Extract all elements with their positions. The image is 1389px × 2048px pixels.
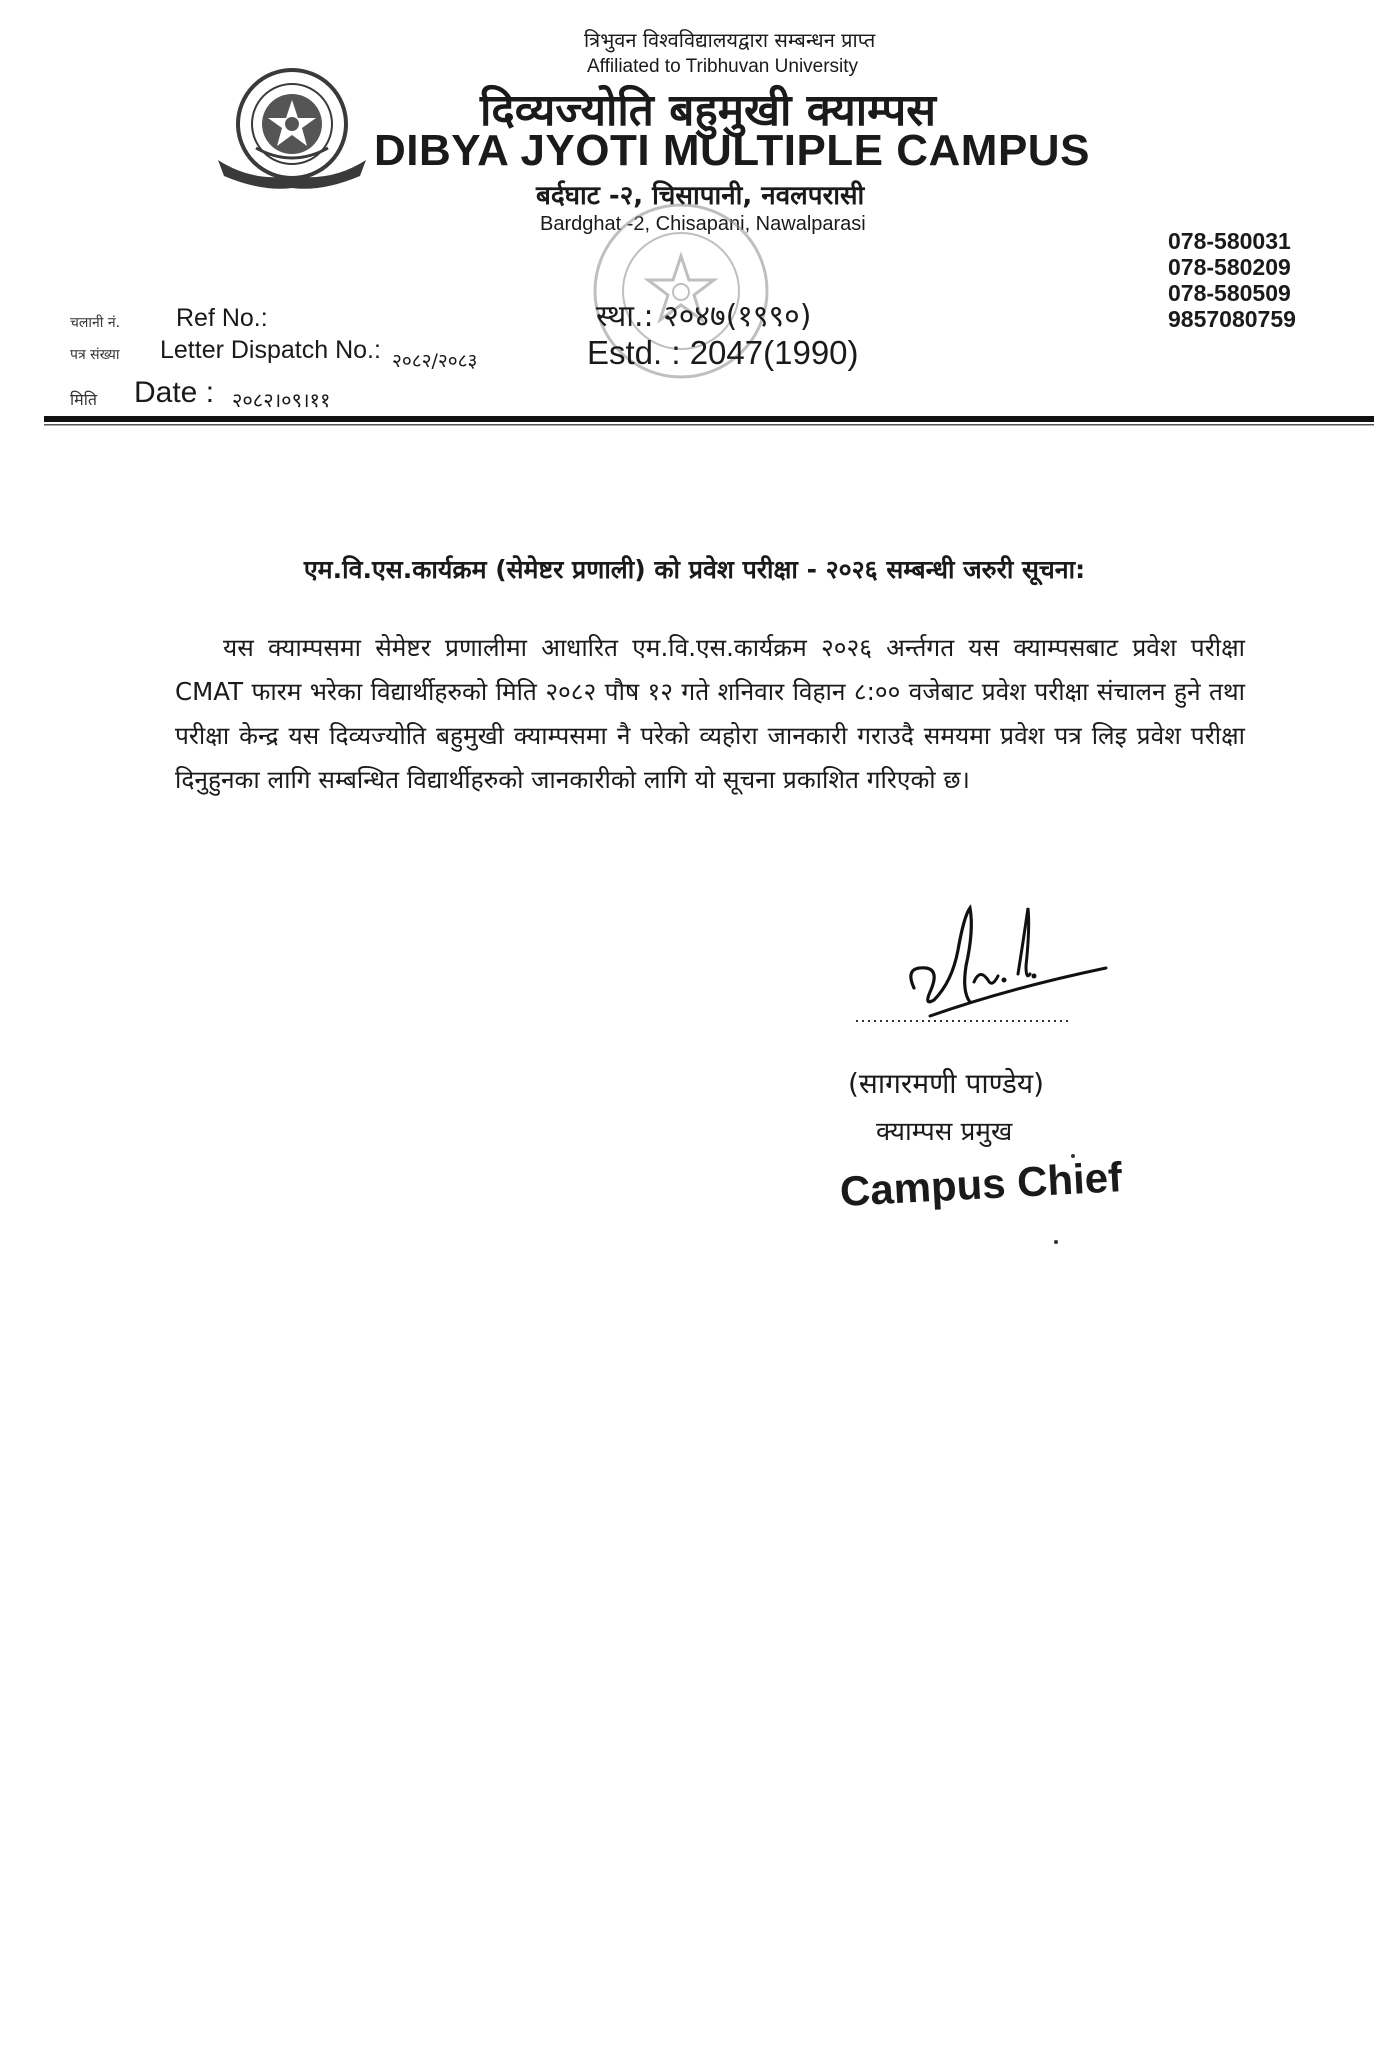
- notice-title: एम.वि.एस.कार्यक्रम (सेमेष्टर प्रणाली) को प्रवेश परीक्षा - २०२६ सम्बन्धी जरुरी सूचना:: [303, 555, 1086, 584]
- established-en: Estd. : 2047(1990): [587, 334, 859, 371]
- address-en: Bardghat -2, Chisapani, Nawalparasi: [540, 213, 866, 235]
- phone-number: 078-580209: [1168, 254, 1291, 280]
- date-label-en: Date :: [134, 376, 215, 409]
- established-np: स्था.: २०४७(१९९०): [596, 299, 812, 334]
- campus-logo: [212, 64, 372, 196]
- phone-number: 9857080759: [1168, 306, 1296, 332]
- letter-date: २०८२।०९।११: [232, 388, 331, 412]
- notice-body: यस क्याम्पसमा सेमेष्टर प्रणालीमा आधारित एम.वि.एस.कार्यक्रम २०२६ अर्न्तगत यस क्याम्पसबाट प्रवेश परीक्षा CMAT फारम भरेका विद्यार्थीहरुको मिति २०८२ पौष १२ गते शनिवार विहान ८:०० वजेबाट प्रवेश परीक्षा संचालन हुने तथा परीक्षा केन्द्र यस दिव्यज्योति बहुमुखी क्याम्पसमा नै परेको व्यहोरा जानकारी गराउदै समयमा प्रवेश पत्र लिइ प्रवेश परीक्षा दिनुहुनका लागि सम्बन्धित विद्यार्थीहरुको जानकारीको लागि यो सूचना प्रकाशित गरिएको छ।: [175, 633, 1245, 794]
- signatory-title-np: क्याम्पस प्रमुख: [876, 1117, 1013, 1147]
- stray-dot: [1054, 1240, 1058, 1244]
- affiliation-en: Affiliated to Tribhuvan University: [587, 56, 859, 77]
- campus-name-np: दिव्यज्योति बहुमुखी क्याम्पस: [480, 85, 936, 136]
- affiliation-np: त्रिभुवन विश्वविद्यालयद्वारा सम्बन्धन प्राप्त: [584, 28, 876, 52]
- date-label-np: मिति: [70, 390, 97, 409]
- dispatch-label-np: पत्र संख्या: [70, 347, 120, 363]
- phone-number: 078-580031: [1168, 228, 1291, 254]
- signature-dotted-line: [856, 1018, 1068, 1024]
- signatory-name: (सागरमणी पाण्डेय): [848, 1067, 1045, 1100]
- handwritten-signature: [900, 896, 1110, 1036]
- signatory-title-en: Campus Chief: [838, 1153, 1124, 1215]
- dispatch-number: २०८२/२०८३: [392, 350, 478, 372]
- phone-numbers: [1168, 228, 1296, 332]
- header-divider: [44, 416, 1374, 426]
- ref-label-en: Ref No.:: [176, 304, 268, 332]
- phone-number: 078-580509: [1168, 280, 1291, 306]
- address-np: बर्दघाट -२, चिसापानी, नवलपरासी: [536, 181, 865, 211]
- ref-label-np: चलानी नं.: [70, 315, 121, 331]
- dispatch-label-en: Letter Dispatch No.:: [160, 336, 381, 364]
- campus-name-en: DIBYA JYOTI MULTIPLE CAMPUS: [374, 126, 1090, 175]
